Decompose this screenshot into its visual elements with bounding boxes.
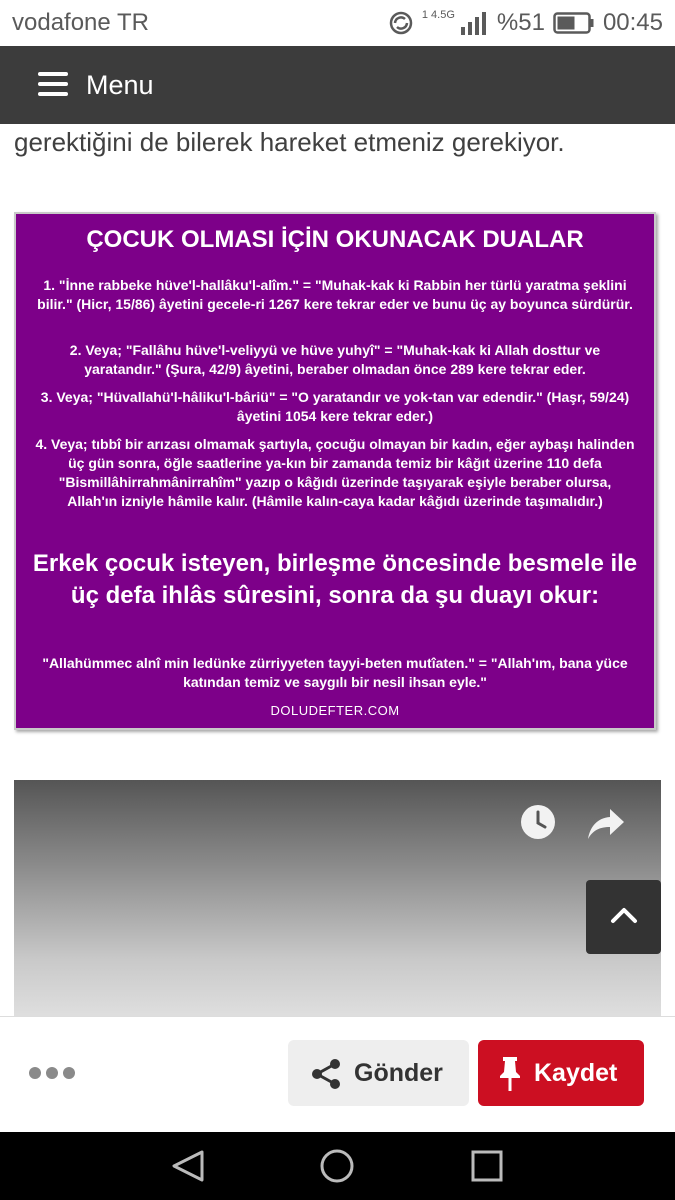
video-player[interactable] bbox=[14, 780, 661, 1020]
card-paragraph-5: "Allahümmec alnî min ledünke zürriyyeten tayyi-beten mutîaten." = "Allah'ım, bana yüce katından temiz ve saygılı bir nesil ihsan eyle." bbox=[42, 655, 628, 690]
card-paragraph-1: 1. "İnne rabbeke hüve'l-hallâku'l-alîm." = "Muhak-kak ki Rabbin her türlü yaratma şeklini bilir." (Hicr, 15/86) âyetini gecele-ri 1267 kere tekrar eder ve bunu üç ay boyunca sürdürür. bbox=[37, 277, 633, 312]
card-heading: ÇOCUK OLMASI İÇİN OKUNACAK DUALAR bbox=[86, 226, 584, 253]
back-icon[interactable] bbox=[170, 1149, 206, 1183]
action-bar bbox=[0, 1016, 675, 1133]
hamburger-menu-icon[interactable] bbox=[38, 72, 68, 96]
card-paragraph-2: 2. Veya; "Fallâhu hüve'l-veliyyü ve hüve yuhyî" = "Muhak-kak ki Allah dosttur ve yaratandır." (Şura, 42/9) âyetini, beraber olmadan önce 289 kere tekrar eder. bbox=[69, 342, 601, 377]
battery-percent: %51 bbox=[496, 9, 545, 36]
scroll-to-top-button[interactable] bbox=[586, 880, 661, 954]
card-large-text: Erkek çocuk isteyen, birleşme öncesinde besmele ile üç defa ihlâs sûresini, sonra da şu duayı okur: bbox=[32, 550, 638, 609]
more-options-icon[interactable] bbox=[29, 1067, 75, 1079]
recent-apps-icon[interactable] bbox=[470, 1149, 504, 1183]
card-source: DOLUDEFTER.COM bbox=[270, 703, 400, 718]
status-icons bbox=[388, 9, 663, 37]
battery-icon bbox=[553, 12, 595, 34]
send-button-label: Gönder bbox=[354, 1059, 443, 1087]
menu-button[interactable]: Menu bbox=[86, 70, 154, 100]
signal-icon bbox=[459, 11, 489, 35]
network-type-label: 1 4.5G bbox=[421, 9, 455, 21]
home-icon[interactable] bbox=[319, 1149, 355, 1183]
navigation-bar bbox=[0, 1132, 675, 1200]
watch-later-icon[interactable] bbox=[519, 803, 557, 841]
pin-icon bbox=[498, 1056, 522, 1092]
article-text: gerektiğini de bilerek hareket etmeniz gerekiyor. bbox=[14, 127, 565, 157]
prayer-image-card bbox=[14, 212, 656, 730]
sync-icon bbox=[388, 10, 414, 36]
carrier-name: vodafone TR bbox=[12, 9, 149, 36]
card-paragraph-3: 3. Veya; "Hüvallahü'l-hâliku'l-bâriü" = "O yaratandır ve yok-tan var edendir." (Haşr, 59/24) âyetini 1054 kere tekrar eder.) bbox=[40, 389, 630, 424]
app-bar bbox=[0, 46, 675, 124]
chevron-up-icon bbox=[610, 905, 638, 925]
save-button-label: Kaydet bbox=[534, 1059, 618, 1087]
save-button[interactable] bbox=[478, 1040, 644, 1106]
card-paragraph-4: 4. Veya; tıbbî bir arızası olmamak şartıyla, çocuğu olmayan bir kadın, eğer aybaşı halinden üç gün sonra, öğle saatlerine ya-kın bir zamanda temiz bir kâğıt üzerine 110 defa "Bismillâhirrahmânirrahîm" yazıp o kâğıdı üzerinde taşıyarak eşiyle beraber olursa, Allah'ın izniyle hâmile kalır. (Hâmile kalın-caya kadar kâğıdı üzerinde taşımalıdır.) bbox=[35, 436, 635, 509]
share-icon bbox=[310, 1058, 342, 1090]
clock-time: 00:45 bbox=[602, 9, 663, 36]
send-button[interactable] bbox=[288, 1040, 469, 1106]
share-arrow-icon[interactable] bbox=[586, 807, 626, 841]
status-bar bbox=[0, 0, 675, 46]
